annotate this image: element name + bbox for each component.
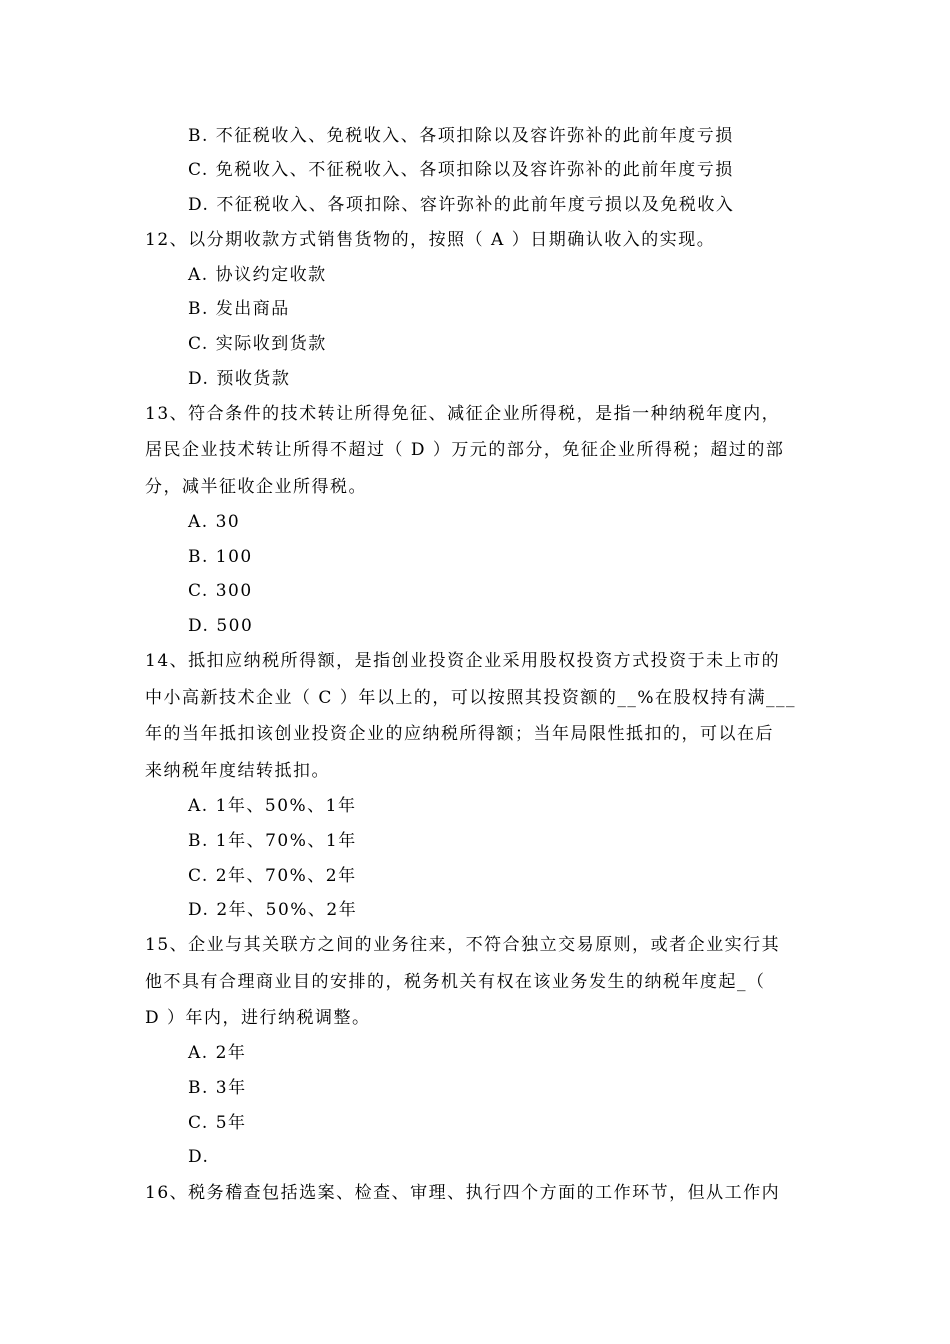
option-line: D. 500 [188, 616, 254, 636]
option-line: D. 不征税收入、各项扣除、容许弥补的此前年度亏损以及免税收入 [188, 195, 735, 215]
option-line: C. 300 [188, 581, 253, 601]
question-line: 16、税务稽查包括选案、检查、审理、执行四个方面的工作环节，但从工作内 [145, 1183, 781, 1203]
question-line: 15、企业与其关联方之间的业务往来，不符合独立交易原则，或者企业实行其 [145, 935, 781, 955]
option-line: A. 30 [188, 512, 241, 532]
option-line: B. 1年、70%、1年 [188, 831, 357, 851]
option-line: D. 2年、50%、2年 [188, 900, 358, 920]
option-line: D. 预收货款 [188, 369, 291, 389]
option-line: C. 实际收到货款 [188, 334, 327, 354]
question-line: 居民企业技术转让所得不超过（ D ）万元的部分，免征企业所得税；超过的部 [145, 440, 785, 460]
question-line: 14、抵扣应纳税所得额，是指创业投资企业采用股权投资方式投资于未上市的 [145, 651, 781, 671]
question-line: 中小高新技术企业（ C ）年以上的，可以按照其投资额的__%在股权持有满___ [145, 688, 796, 708]
question-line: 年的当年抵扣该创业投资企业的应纳税所得额；当年局限性抵扣的，可以在后 [145, 724, 774, 744]
question-line: 12、以分期收款方式销售货物的，按照（ A ）日期确认收入的实现。 [145, 230, 716, 250]
question-line: D ）年内，进行纳税调整。 [145, 1008, 371, 1028]
question-line: 分，减半征收企业所得税。 [145, 477, 367, 497]
option-line: A. 2年 [188, 1043, 247, 1063]
question-line: 来纳税年度结转抵扣。 [145, 761, 330, 781]
question-line: 13、符合条件的技术转让所得免征、减征企业所得税，是指一种纳税年度内， [145, 404, 781, 424]
option-line: C. 5年 [188, 1113, 247, 1133]
option-line: A. 协议约定收款 [188, 265, 327, 285]
option-line: B. 不征税收入、免税收入、各项扣除以及容许弥补的此前年度亏损 [188, 126, 734, 146]
option-line: B. 3年 [188, 1078, 247, 1098]
option-line: A. 1年、50%、1年 [188, 796, 357, 816]
option-line: C. 免税收入、不征税收入、各项扣除以及容许弥补的此前年度亏损 [188, 160, 734, 180]
question-line: 他不具有合理商业目的安排的，税务机关有权在该业务发生的纳税年度起_（ [145, 972, 766, 992]
option-line: C. 2年、70%、2年 [188, 866, 357, 886]
option-line: B. 100 [188, 547, 253, 567]
option-line: D. [188, 1147, 210, 1167]
option-line: B. 发出商品 [188, 299, 290, 319]
